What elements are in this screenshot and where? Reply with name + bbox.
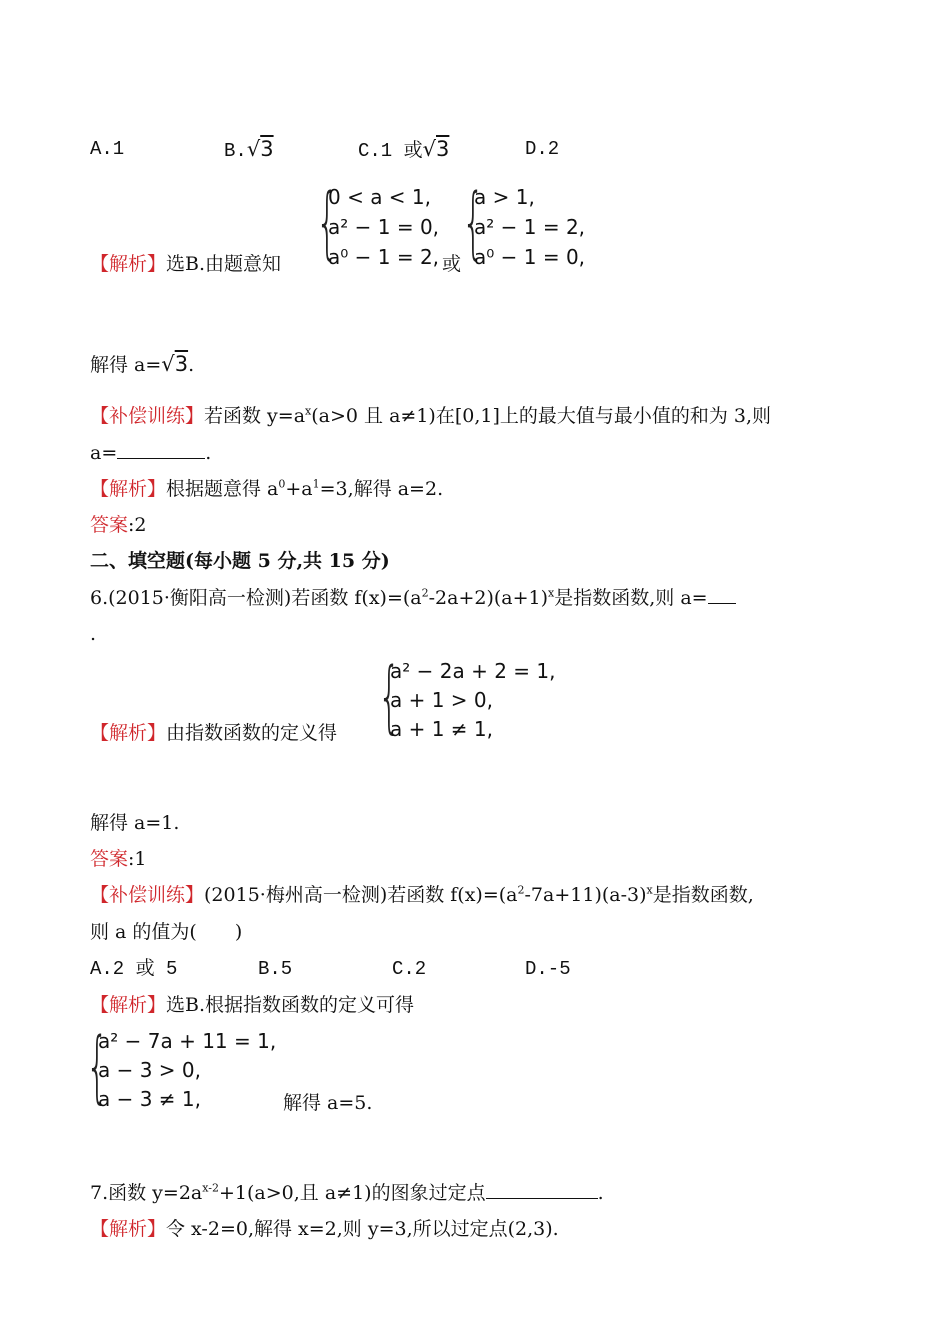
q6-text-c: 是指数函数,则 a=	[554, 587, 708, 609]
extra-text-a: (2015·梅州高一检测)若函数 f(x)=(a	[204, 884, 518, 906]
q6-extra-line2: 则 a 的值为( )	[90, 921, 243, 943]
q6-result: 解得 a=1.	[90, 812, 180, 834]
extra-text-a: 若函数 y=a	[204, 405, 306, 427]
exponent: x	[646, 883, 653, 897]
q7-text-b: +1(a>0,且 a≠1)的图象过定点	[218, 1182, 486, 1204]
solution-tag: 【解析】	[90, 722, 167, 744]
option-b	[224, 137, 274, 163]
solution-tag: 【解析】	[90, 478, 167, 500]
equation-row: a⁰ − 1 = 2,	[328, 245, 440, 269]
equation-row: a² − 2a + 2 = 1,	[390, 659, 556, 683]
result-prefix: 解得 a=	[90, 354, 162, 376]
extra-tag: 【补偿训练】	[90, 405, 205, 427]
solution-text: 选B.由题意知	[166, 253, 282, 275]
sqrt-symbol: √3	[246, 137, 274, 161]
solution-tag: 【解析】	[90, 253, 167, 275]
answer-value: :1	[128, 848, 147, 870]
exponent: x	[548, 586, 555, 600]
q6-extra-solution	[90, 993, 414, 1017]
solution-text-c: =3,解得 a=2.	[319, 478, 444, 500]
q7-line1	[90, 1181, 604, 1205]
sqrt-radicand: 3	[260, 137, 274, 161]
equation-system-q6-extra	[86, 1022, 306, 1118]
extra-text-c: 是指数函数,	[652, 884, 754, 906]
equation-row: a² − 1 = 2,	[474, 215, 586, 239]
sqrt-radicand: 3	[436, 137, 450, 161]
solution-text: 选B.根据指数函数的定义可得	[166, 994, 415, 1016]
q6-extra-option-d: D.-5	[525, 958, 571, 980]
q6-extra-option-c: C.2	[392, 958, 427, 980]
answer-label: 答案	[90, 514, 129, 536]
q6-extra-option-b: B.5	[258, 958, 293, 980]
result-suffix: .	[188, 354, 195, 376]
equation-row: a > 1,	[474, 185, 535, 209]
blank-prefix: a=	[90, 442, 118, 464]
sqrt-radicand: 3	[174, 352, 189, 376]
equation-row: a² − 1 = 0,	[328, 215, 440, 239]
brace-icon: {	[86, 1022, 109, 1112]
option-b-prefix: B.	[224, 140, 247, 162]
answer-blank	[708, 587, 736, 604]
answer-label: 答案	[90, 848, 129, 870]
extra-text-b: -7a+11)(a-3)	[524, 884, 647, 906]
q7-text-c: .	[597, 1182, 604, 1204]
section-heading: 二、填空题(每小题 5 分,共 15 分)	[90, 550, 390, 572]
answer-blank	[117, 442, 205, 459]
extra-text-b: (a>0 且 a≠1)在[0,1]上的最大值与最小值的和为 3,则	[311, 405, 772, 427]
exponent: 1	[312, 477, 320, 491]
exponent: 2	[517, 883, 525, 897]
equation-row: a − 3 > 0,	[98, 1058, 202, 1082]
brace-icon: {	[462, 178, 485, 268]
solution-tag: 【解析】	[90, 1218, 167, 1240]
exponent: 2	[421, 586, 429, 600]
solution-text-a: 根据题意得 a	[166, 478, 279, 500]
q7-solution	[90, 1217, 559, 1241]
q5-extra-line1	[90, 404, 771, 428]
exponent: x	[305, 404, 312, 418]
equation-row: a − 3 ≠ 1,	[98, 1087, 202, 1111]
q7-text-a: 7.函数 y=2a	[90, 1182, 203, 1204]
equation-system-1	[316, 178, 456, 274]
exponent: x-2	[202, 1181, 219, 1195]
option-a: A.1	[90, 138, 125, 160]
brace-icon: {	[316, 178, 339, 268]
equation-row: a + 1 ≠ 1,	[390, 717, 494, 741]
q6-text-a: 6.(2015·衡阳高一检测)若函数 f(x)=(a	[90, 587, 422, 609]
q6-extra-option-a: A.2 或 5	[90, 958, 178, 980]
equation-row: a + 1 > 0,	[390, 688, 494, 712]
q6-extra-line1	[90, 883, 754, 907]
equation-row: a² − 7a + 11 = 1,	[98, 1029, 277, 1053]
solution-text: 令 x-2=0,解得 x=2,则 y=3,所以过定点(2,3).	[166, 1218, 559, 1240]
or-text: 或	[442, 253, 462, 275]
solution-text: 由指数函数的定义得	[166, 722, 338, 744]
exponent: 0	[278, 477, 286, 491]
solution-tag: 【解析】	[90, 994, 167, 1016]
equation-row: 0 < a < 1,	[328, 185, 432, 209]
answer-blank	[486, 1182, 598, 1199]
sqrt-symbol: √3	[422, 137, 450, 161]
q6-line2: .	[90, 623, 97, 645]
answer-value: :2	[128, 514, 147, 536]
equation-system-q6	[378, 652, 578, 748]
q6-solution-line	[90, 721, 337, 745]
q5-extra-solution	[90, 477, 443, 501]
q6-answer	[90, 847, 147, 871]
q5-extra-answer	[90, 513, 147, 537]
brace-icon: {	[378, 652, 401, 742]
q5-solution-line	[90, 252, 281, 276]
q6-text-b: -2a+2)(a+1)	[428, 587, 549, 609]
equation-system-2	[462, 178, 602, 274]
q6-line1	[90, 586, 736, 610]
blank-suffix: .	[205, 442, 212, 464]
sqrt-symbol: √3	[161, 352, 189, 376]
option-d: D.2	[525, 138, 560, 160]
equation-row: a⁰ − 1 = 0,	[474, 245, 586, 269]
solution-text-b: +a	[285, 478, 313, 500]
option-c-prefix: C.1 或	[358, 140, 423, 162]
q6-extra-result: 解得 a=5.	[283, 1092, 373, 1114]
extra-tag: 【补偿训练】	[90, 884, 205, 906]
option-c	[358, 137, 449, 163]
q5-result	[90, 352, 194, 377]
q5-extra-line2	[90, 441, 211, 465]
